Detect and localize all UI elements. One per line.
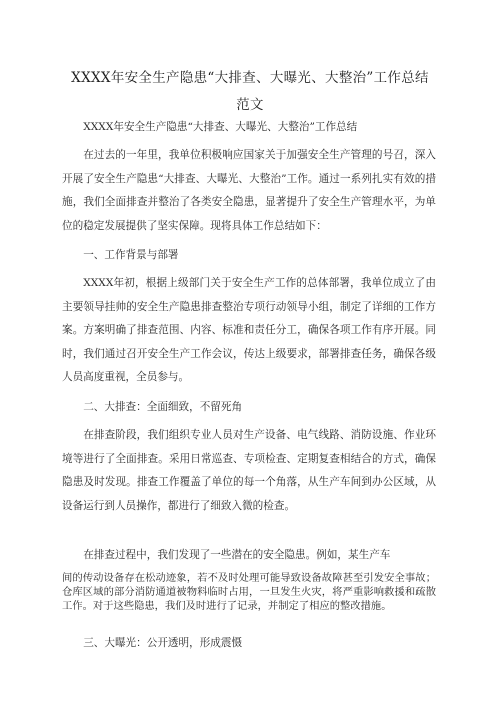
paragraph-background: XXXX年初，根据上级部门关于安全生产工作的总体部署，我单位成立了由主要领导挂帅的安全生产隐患排查整治专项行动领导小组，制定了详细的工作方案。方案明确了排查范围、内容、标准和责任分工，确保各项工作有序开展。同时，我们通过召开安全生产工作会议，传达上级要求，部署排查任务，确保各级人员高度重视，全员参与。 [62, 277, 436, 384]
paragraph-intro: 在过去的一年里，我单位积极响应国家关于加强安全生产管理的号召，深入开展了安全生产隐患“大排查、大曝光、大整治”工作。通过一系列扎实有效的措施，我们全面排查并整治了各类安全隐患，显著提升了安全生产管理水平，为单位的稳定发展提供了坚实保障。现将具体工作总结如下： [62, 149, 436, 232]
document-subtitle: XXXX年安全生产隐患“大排查、大曝光、大整治”工作总结 [83, 121, 358, 133]
section-heading-3: 三、大曝光：公开透明，形成震慑 [83, 637, 243, 649]
section-heading-1: 一、工作背景与部署 [83, 249, 179, 261]
section-heading-2: 二、大排查：全面细致，不留死角 [83, 401, 243, 413]
document-title: XXXX年安全生产隐患“大排查、大曝光、大整治”工作总结 [71, 70, 429, 86]
paragraph-findings-first-line: 在排查过程中，我们发现了一些潜在的安全隐患。例如，某生产车 [83, 549, 391, 561]
document-title-continuation: 范文 [236, 97, 264, 113]
paragraph-findings: 间的传动设备存在松动迹象，若不及时处理可能导致设备故障甚至引发安全事故；仓库区域的部分消防通道被物料临时占用，一旦发生火灾，将严重影响救援和疏散工作。对于这些隐患，我们及时进行了记录，并制定了相应的整改措施。 [62, 572, 436, 612]
paragraph-investigation: 在排查阶段，我们组织专业人员对生产设备、电气线路、消防设施、作业环境等进行了全面排查。采用日常巡查、专项检查、定期复查相结合的方式，确保隐患及时发现。排查工作覆盖了单位的每一个角落，从生产车间到办公区域，从设备运行到人员操作，都进行了细致入微的检查。 [62, 429, 436, 512]
